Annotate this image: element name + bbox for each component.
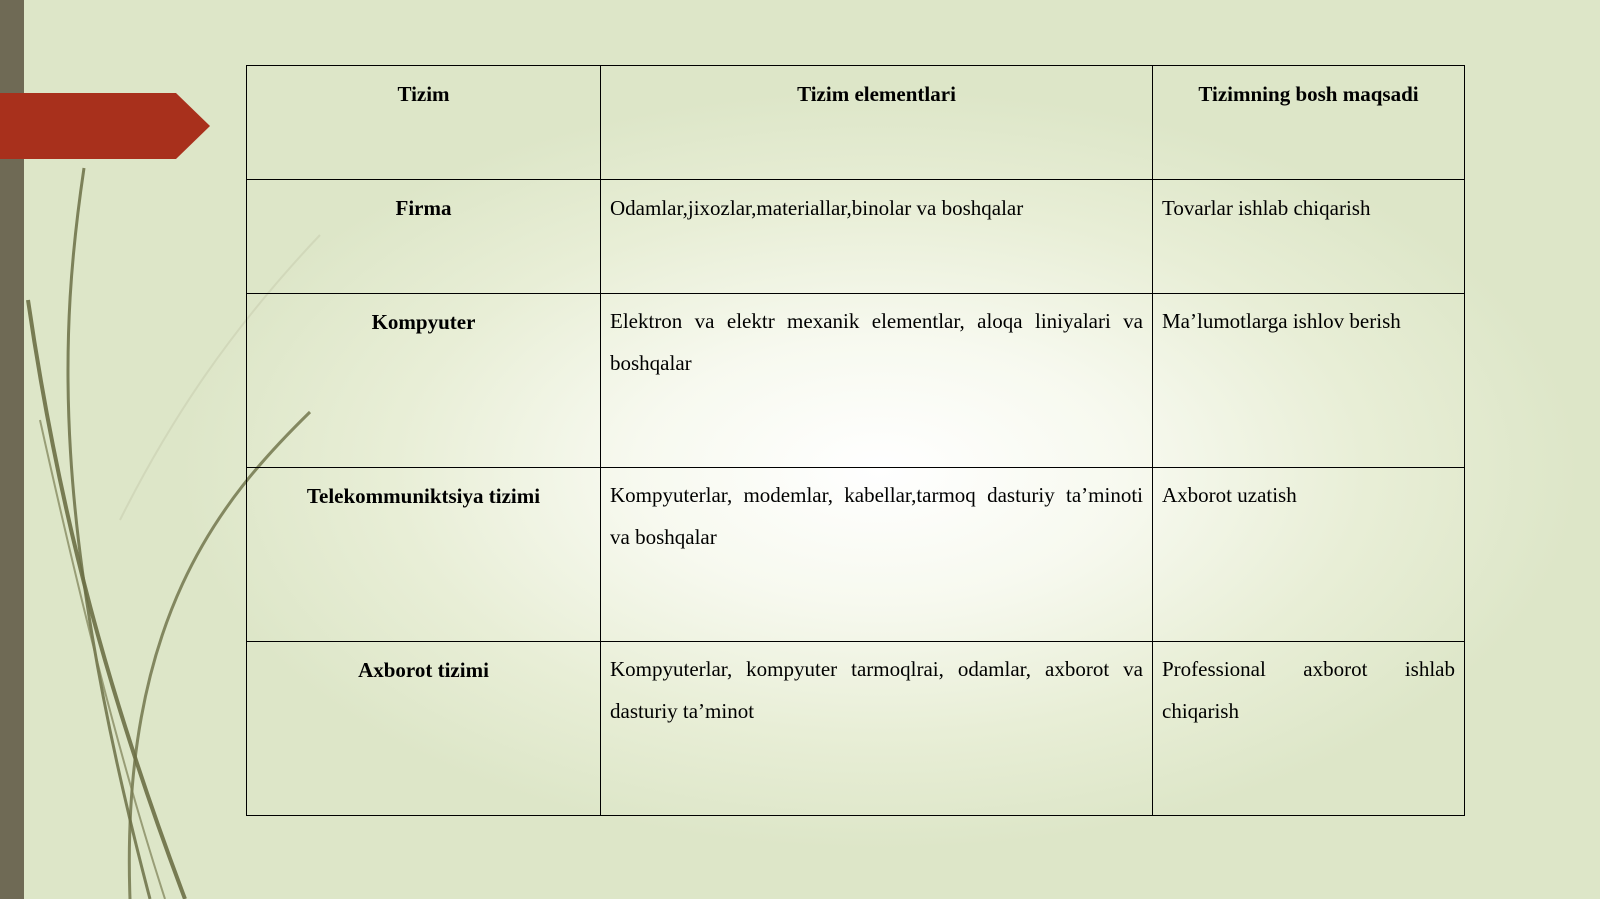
system-elements-cell: Kompyuterlar, modemlar, kabellar,tarmoq dasturiy ta’minoti va boshqalar — [601, 468, 1153, 642]
header-tizim: Tizim — [247, 66, 601, 180]
table-row — [247, 180, 1465, 294]
system-goal-cell: Tovarlar ishlab chiqarish — [1153, 180, 1465, 294]
arrow-tab-shape — [0, 93, 210, 159]
table-row — [247, 294, 1465, 468]
system-name-cell: Firma — [247, 180, 601, 294]
system-name-cell: Axborot tizimi — [247, 642, 601, 816]
system-elements-cell: Elektron va elektr mexanik elementlar, aloqa liniyalari va boshqalar — [601, 294, 1153, 468]
system-goal-cell: Ma’lumotlarga ishlov berish — [1153, 294, 1465, 468]
systems-table — [246, 65, 1465, 816]
system-goal-cell: Professional axborot ishlab chiqarish — [1153, 642, 1465, 816]
systems-table-container — [246, 65, 1465, 816]
table-row — [247, 642, 1465, 816]
table-header-row — [247, 66, 1465, 180]
system-name-cell: Kompyuter — [247, 294, 601, 468]
system-goal-cell: Axborot uzatish — [1153, 468, 1465, 642]
system-elements-cell: Odamlar,jixozlar,materiallar,binolar va boshqalar — [601, 180, 1153, 294]
header-tizim-elementlari: Tizim elementlari — [601, 66, 1153, 180]
table-row — [247, 468, 1465, 642]
system-elements-cell: Kompyuterlar, kompyuter tarmoqlrai, odamlar, axborot va dasturiy ta’minot — [601, 642, 1153, 816]
system-name-cell: Telekommuniktsiya tizimi — [247, 468, 601, 642]
header-tizimning-bosh-maqsadi: Tizimning bosh maqsadi — [1153, 66, 1465, 180]
